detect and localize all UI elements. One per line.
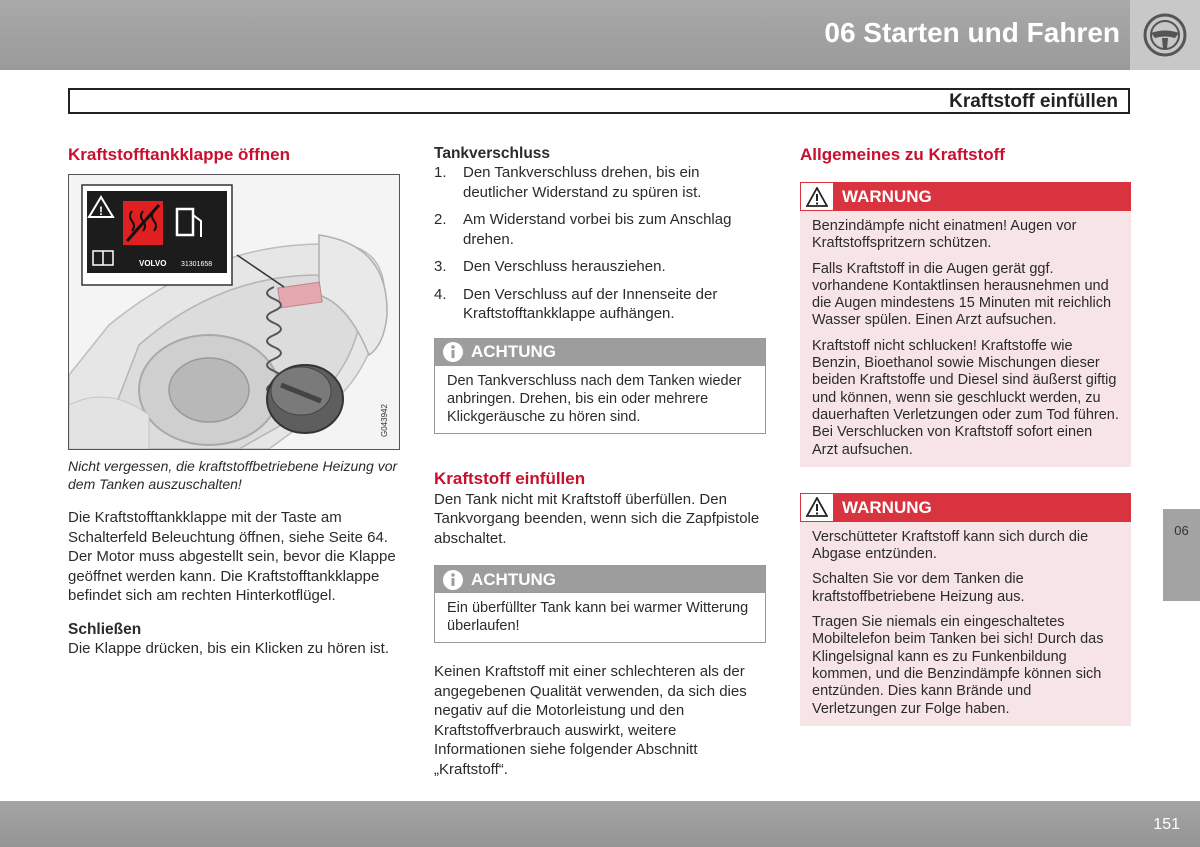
notice-box <box>434 338 766 434</box>
warning-text: Benzindämpfe nicht einatmen! Augen vor Kraftstoffspritzern schützen. <box>812 218 1077 252</box>
chapter-header-bar <box>0 0 1200 70</box>
warning-text: Falls Kraftstoff in die Augen gerät ggf. vorhandene Kontaktlinsen herausnehmen und die Augen mindestens 15 Minuten mit reichlich Wasser spülen. Einen Arzt aufsuchen. <box>812 260 1112 329</box>
notice-box <box>434 565 766 643</box>
column-middle <box>434 144 766 779</box>
notice-title: ACHTUNG <box>471 569 556 589</box>
warning-triangle-icon <box>800 182 834 211</box>
label-number: 31301658 <box>181 261 213 268</box>
notice-text: Ein überfüllter Tank kann bei warmer Witterung überlaufen! <box>447 600 749 634</box>
notice-text: Den Tankverschluss nach dem Tanken wieder anbringen. Drehen, bis ein oder mehrere Klickgeräusche zu hören sind. <box>447 372 742 425</box>
fuel-flap-paragraph: Die Kraftstofftankklappe mit der Taste am Schalterfeld Beleuchtung öffnen, siehe Seite 64. Der Motor muss abgestellt sein, bevor die Klappe geöffnet werden kann. Die Kraftstofftankklappe befindet sich am rechten Hinterkotflügel. <box>68 509 396 604</box>
step-item: 4. Den Verschluss auf der Innenseite der Kraftstofftankklappe aufhängen. <box>434 285 718 322</box>
warning-text: Tragen Sie niemals ein eingeschaltetes Mobiltelefon beim Tanken bei sich! Durch das Klingelsignal kann es zu Funkenbildung kommen, und die Benzindämpfe können sich entzünden. Dies kann Brände und Verletzungen zur Folge haben. <box>812 614 1104 717</box>
warning-header <box>800 493 1131 522</box>
step-item: 2. Am Widerstand vorbei bis zum Anschlag drehen. <box>434 211 732 248</box>
section-title-box <box>68 88 1130 114</box>
footer-bar <box>0 801 1200 847</box>
info-icon <box>435 341 471 363</box>
notice-header <box>435 339 765 366</box>
warning-box <box>800 182 1131 467</box>
page-number: 151 <box>1153 816 1180 833</box>
figure-code: G043942 <box>380 404 389 437</box>
figure-caption: Nicht vergessen, die kraftstoffbetriebene Heizung vor dem Tanken auszuschalten! <box>68 458 398 492</box>
tank-cap-heading: Tankverschluss <box>434 145 551 162</box>
refuel-paragraph: Den Tank nicht mit Kraftstoff überfüllen. Den Tankvorgang beenden, wenn sich die Zapfpistole abschaltet. <box>434 490 760 547</box>
chapter-side-tab: 06 <box>1163 509 1200 601</box>
warning-body <box>800 211 1131 467</box>
warning-text: Schalten Sie vor dem Tanken die kraftstoffbetriebene Heizung aus. <box>812 571 1025 605</box>
section-title: Kraftstoff einfüllen <box>949 91 1118 112</box>
fuel-flap-heading: Kraftstofftankklappe öffnen <box>68 145 290 164</box>
closing-paragraph: Die Klappe drücken, bis ein Klicken zu hören ist. <box>68 639 390 657</box>
warning-text: Kraftstoff nicht schlucken! Kraftstoffe wie Benzin, Bioethanol sowie Mischungen dieser beiden Kraftstoffe und Diesel sind äußerst giftig und können, wenn sie geschluckt werden, zu dauerhaften Verletzungen oder zum Tod führen. Bei Verschlucken von Kraftstoff sofort einen Arzt aufsuchen. <box>812 337 1119 458</box>
closing-heading: Schließen <box>68 620 142 638</box>
warning-body <box>800 522 1131 726</box>
step-item: 3. Den Verschluss herausziehen. <box>434 258 666 275</box>
fuel-flap-figure <box>68 174 400 450</box>
warning-box <box>800 493 1131 726</box>
notice-title: ACHTUNG <box>471 342 556 362</box>
step-item: 1. Den Tankverschluss drehen, bis ein deutlicher Widerstand zu spüren ist. <box>434 164 702 201</box>
chapter-title: 06 Starten und Fahren <box>824 17 1120 48</box>
svg-text:!: ! <box>99 204 103 218</box>
warning-header <box>800 182 1131 211</box>
notice-header <box>435 566 765 593</box>
warning-title: WARNUNG <box>842 497 932 517</box>
fuel-quality-paragraph: Keinen Kraftstoff mit einer schlechteren als der angegebenen Qualität verwenden, da sich dies negativ auf die Motorleistung und den Kraftstoffverbrauch auswirkt, weitere Informationen siehe folgender Abschnitt „Kraftstoff“. <box>434 663 747 778</box>
column-left <box>68 144 402 658</box>
label-brand: VOLVO <box>139 259 167 268</box>
general-fuel-heading: Allgemeines zu Kraftstoff <box>800 145 1005 164</box>
warning-triangle-icon <box>800 493 834 522</box>
warning-text: Verschütteter Kraftstoff kann sich durch die Abgase entzünden. <box>812 528 1089 563</box>
info-icon <box>435 569 471 591</box>
warning-title: WARNUNG <box>842 186 932 206</box>
column-right <box>800 144 1131 726</box>
refuel-heading: Kraftstoff einfüllen <box>434 468 586 488</box>
steering-wheel-icon <box>1130 0 1200 70</box>
tank-cap-steps <box>434 163 766 324</box>
fuel-flap-illustration <box>69 175 399 449</box>
